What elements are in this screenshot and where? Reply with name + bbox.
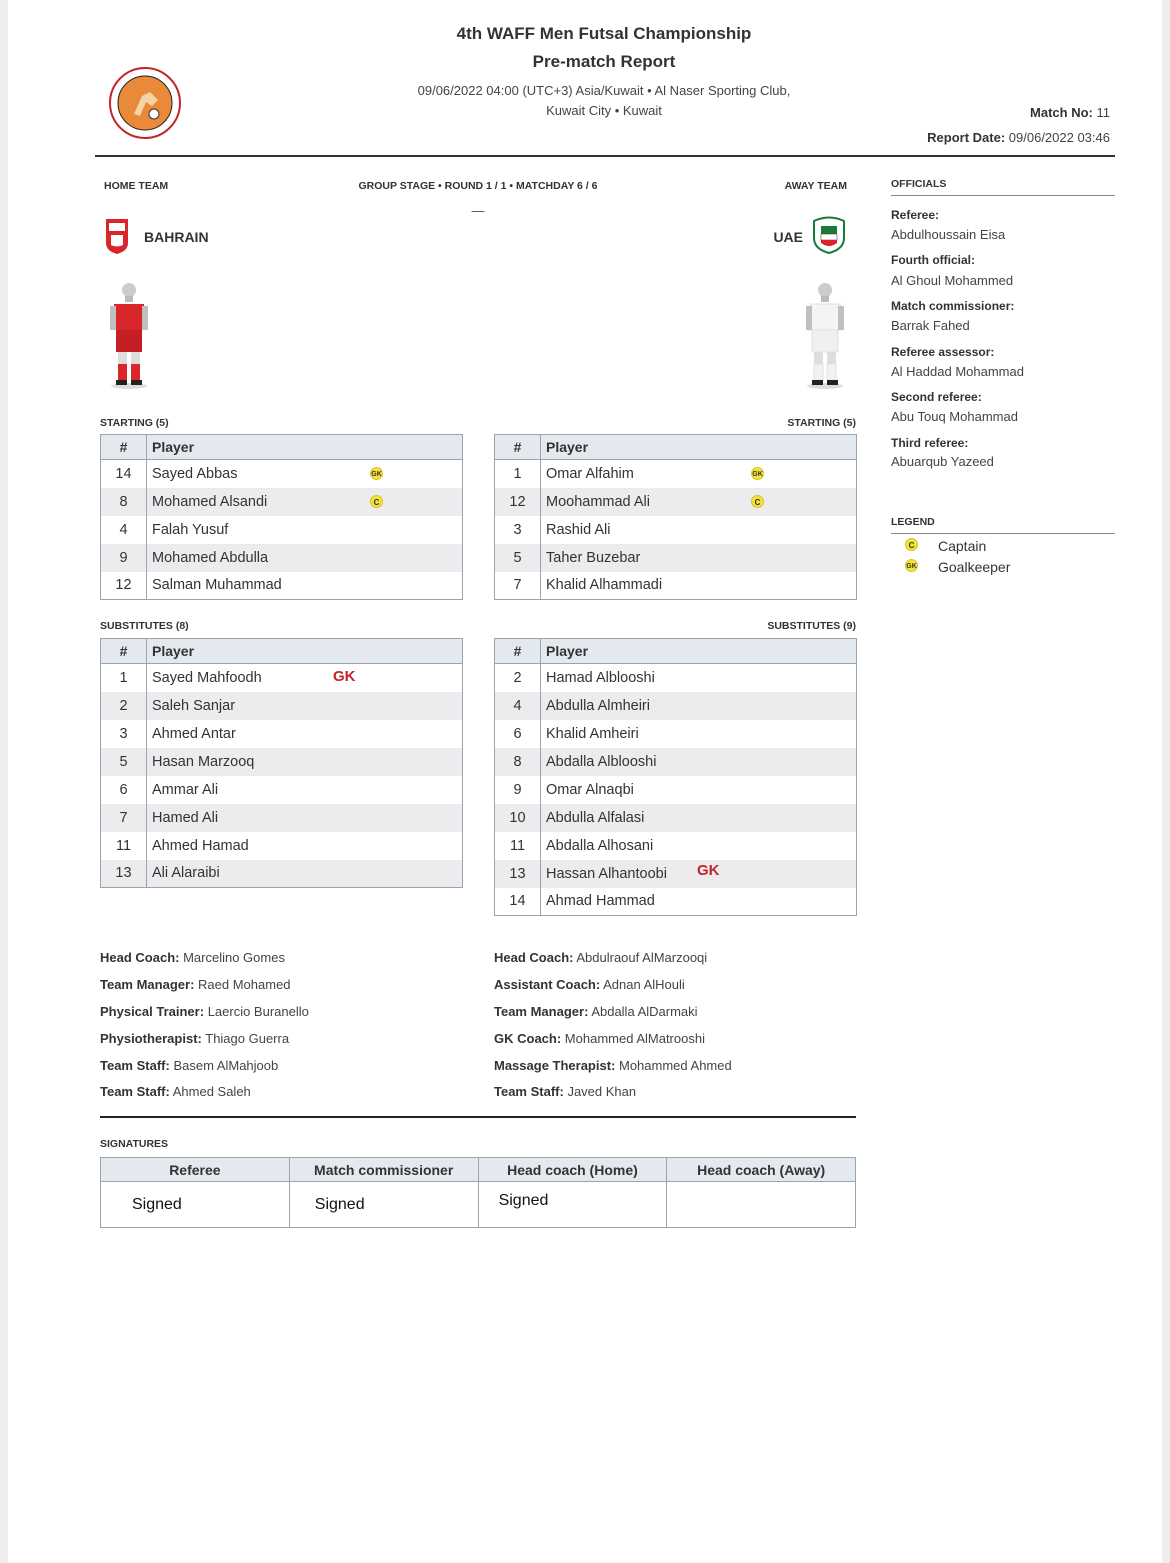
table-row [101, 860, 463, 888]
player-cell [147, 488, 463, 516]
player-name: Ahmad Hammad [541, 888, 857, 916]
player-number: 14 [495, 888, 541, 916]
table-row [101, 544, 463, 572]
player-number: 11 [101, 832, 147, 860]
table-row [101, 572, 463, 600]
table-row [495, 664, 857, 692]
away-subs-table [494, 638, 857, 916]
stage-info: GROUP STAGE • ROUND 1 / 1 • MATCHDAY 6 / 6 [358, 180, 598, 192]
table-row [101, 776, 463, 804]
away-starting-table [494, 434, 857, 600]
away-staff-entry: GK Coach: Mohammed AlMatrooshi [494, 1031, 705, 1046]
table-row [101, 804, 463, 832]
home-staff-entry: Team Staff: Basem AlMahjoob [100, 1058, 279, 1073]
home-team-label: HOME TEAM [104, 180, 169, 192]
match-location: Kuwait City • Kuwait [546, 103, 662, 118]
player-cell [541, 860, 857, 888]
championship-logo [104, 66, 186, 140]
player-name: Hasan Marzooq [147, 748, 463, 776]
sig-col-referee: Referee [101, 1158, 290, 1182]
player-name: Khalid Amheiri [541, 720, 857, 748]
table-row [495, 572, 857, 600]
away-staff-entry: Team Staff: Javed Khan [494, 1084, 637, 1099]
gk-handwritten-mark: GK [333, 668, 356, 685]
home-staff-entry: Physical Trainer: Laercio Buranello [100, 1004, 309, 1019]
home-team-name: BAHRAIN [144, 229, 209, 245]
table-row [101, 1182, 856, 1228]
captain-badge-icon: C [751, 495, 764, 508]
home-staff-entry: Physiotherapist: Thiago Guerra [100, 1031, 290, 1046]
signatures-table [100, 1157, 856, 1228]
home-starting-table [100, 434, 463, 600]
table-row [495, 748, 857, 776]
player-number: 10 [495, 804, 541, 832]
table-row [495, 544, 857, 572]
player-name: Hamed Ali [147, 804, 463, 832]
player-number: 2 [495, 664, 541, 692]
official-label: Second referee: [891, 390, 982, 404]
col-player: Player [541, 639, 857, 664]
official-label: Referee: [891, 208, 940, 222]
col-number: # [101, 639, 147, 664]
player-number: 1 [495, 460, 541, 488]
officials-divider [891, 195, 1115, 196]
match-number: Match No: 11 [1030, 105, 1110, 120]
captain-badge-icon: C [370, 495, 383, 508]
official-name: Abuarqub Yazeed [891, 454, 994, 469]
col-number: # [495, 639, 541, 664]
table-header-row [101, 1158, 856, 1182]
table-row [495, 888, 857, 916]
player-name: Moohammad Ali [546, 493, 650, 510]
home-staff-entry: Team Staff: Ahmed Saleh [100, 1084, 251, 1099]
official-name: Barrak Fahed [891, 318, 970, 333]
player-name: Salman Muhammad [147, 572, 463, 600]
table-header-row [495, 639, 857, 664]
player-number: 4 [101, 516, 147, 544]
commissioner-signature: Signed [289, 1182, 478, 1228]
player-name: Rashid Ali [541, 516, 857, 544]
sig-col-commissioner: Match commissioner [289, 1158, 478, 1182]
away-staff-entry: Head Coach: Abdulraouf AlMarzooqi [494, 950, 708, 965]
home-staff-entry: Team Manager: Raed Mohamed [100, 977, 291, 992]
away-staff-entry: Team Manager: Abdalla AlDarmaki [494, 1004, 698, 1019]
player-name: Abdalla Alblooshi [541, 748, 857, 776]
player-number: 13 [495, 860, 541, 888]
table-row [495, 804, 857, 832]
player-number: 11 [495, 832, 541, 860]
player-name: Saleh Sanjar [147, 692, 463, 720]
official-label: Third referee: [891, 436, 969, 450]
bahrain-crest-icon [104, 217, 130, 255]
player-number: 5 [495, 544, 541, 572]
player-name: Omar Alfahim [546, 465, 634, 482]
official-label: Match commissioner: [891, 299, 1015, 313]
player-number: 6 [101, 776, 147, 804]
officials-heading: OFFICIALS [891, 178, 947, 190]
table-row [495, 832, 857, 860]
player-name: Abdulla Almheiri [541, 692, 857, 720]
away-starting-label: STARTING (5) [787, 417, 856, 429]
player-cell [147, 460, 463, 488]
player-number: 1 [101, 664, 147, 692]
sig-col-home-coach: Head coach (Home) [478, 1158, 667, 1182]
goalkeeper-badge-icon: GK [751, 467, 764, 480]
col-number: # [101, 435, 147, 460]
player-name: Omar Alnaqbi [541, 776, 857, 804]
goalkeeper-badge-icon: GK [905, 559, 918, 572]
player-name: Ammar Ali [147, 776, 463, 804]
away-team-name: UAE [773, 229, 803, 245]
player-name: Sayed Mahfoodh [152, 669, 262, 686]
away-kit-figure [800, 280, 850, 390]
player-number: 12 [495, 488, 541, 516]
signatures-divider [100, 1116, 856, 1118]
player-number: 2 [101, 692, 147, 720]
table-row [495, 860, 857, 888]
referee-signature: Signed [101, 1182, 290, 1228]
player-name: Hassan Alhantoobi [546, 865, 667, 882]
home-kit-figure [104, 280, 154, 390]
table-header-row [101, 639, 463, 664]
legend-goalkeeper: Goalkeeper [938, 559, 1011, 575]
away-staff-entry: Massage Therapist: Mohammed Ahmed [494, 1058, 732, 1073]
uae-crest-icon [811, 216, 847, 254]
player-name: Ahmed Hamad [147, 832, 463, 860]
player-name: Ahmed Antar [147, 720, 463, 748]
player-number: 3 [101, 720, 147, 748]
player-name: Taher Buzebar [541, 544, 857, 572]
player-number: 4 [495, 692, 541, 720]
table-row [101, 516, 463, 544]
player-name: Falah Yusuf [147, 516, 463, 544]
table-row [495, 488, 857, 516]
report-title: 4th WAFF Men Futsal Championship [456, 24, 752, 43]
official-name: Al Ghoul Mohammed [891, 273, 1014, 288]
player-number: 9 [495, 776, 541, 804]
table-row [101, 460, 463, 488]
player-cell [541, 488, 857, 516]
official-label: Referee assessor: [891, 345, 995, 359]
player-number: 8 [101, 488, 147, 516]
player-number: 9 [101, 544, 147, 572]
player-number: 12 [101, 572, 147, 600]
home-staff-entry: Head Coach: Marcelino Gomes [100, 950, 285, 965]
report-date: Report Date: 09/06/2022 03:46 [927, 130, 1110, 145]
captain-badge-icon: C [905, 538, 918, 551]
table-header-row [101, 435, 463, 460]
official-label: Fourth official: [891, 253, 975, 267]
match-datetime-venue: 09/06/2022 04:00 (UTC+3) Asia/Kuwait • Al Naser Sporting Club, [417, 83, 791, 98]
table-row [101, 720, 463, 748]
legend-captain: Captain [938, 538, 987, 554]
player-number: 7 [495, 572, 541, 600]
table-row [101, 664, 463, 692]
away-subs-label: SUBSTITUTES (9) [767, 620, 856, 632]
player-cell [147, 664, 463, 692]
home-subs-label: SUBSTITUTES (8) [100, 620, 189, 632]
player-name: Ali Alaraibi [147, 860, 463, 888]
official-name: Abu Touq Mohammad [891, 409, 1018, 424]
header-divider [95, 155, 1115, 157]
table-row [101, 832, 463, 860]
player-name: Hamad Alblooshi [541, 664, 857, 692]
player-number: 14 [101, 460, 147, 488]
home-starting-label: STARTING (5) [100, 417, 169, 429]
away-team-label: AWAY TEAM [784, 180, 847, 192]
home-subs-table [100, 638, 463, 888]
player-number: 3 [495, 516, 541, 544]
official-name: Al Haddad Mohammad [891, 364, 1024, 379]
report-subtitle: Pre-match Report [532, 52, 676, 71]
gk-handwritten-mark: GK [697, 861, 720, 879]
table-row [495, 516, 857, 544]
signatures-heading: SIGNATURES [100, 1138, 169, 1150]
away-staff-entry: Assistant Coach: Adnan AlHouli [494, 977, 685, 992]
table-row [495, 460, 857, 488]
home-coach-signature: Signed [478, 1182, 667, 1228]
player-cell [541, 460, 857, 488]
col-number: # [495, 435, 541, 460]
legend-heading: LEGEND [891, 516, 935, 528]
player-number: 7 [101, 804, 147, 832]
player-name: Abdalla Alhosani [541, 832, 857, 860]
sig-col-away-coach: Head coach (Away) [667, 1158, 856, 1182]
col-player: Player [147, 639, 463, 664]
legend-divider [891, 533, 1115, 534]
player-name: Khalid Alhammadi [541, 572, 857, 600]
goalkeeper-badge-icon: GK [370, 467, 383, 480]
player-number: 6 [495, 720, 541, 748]
table-row [495, 776, 857, 804]
score-placeholder: — [471, 203, 485, 218]
col-player: Player [147, 435, 463, 460]
table-header-row [495, 435, 857, 460]
player-name: Mohamed Abdulla [147, 544, 463, 572]
player-name: Abdulla Alfalasi [541, 804, 857, 832]
official-name: Abdulhoussain Eisa [891, 227, 1006, 242]
player-name: Mohamed Alsandi [152, 493, 268, 510]
table-row [101, 692, 463, 720]
player-number: 8 [495, 748, 541, 776]
report-page [8, 0, 1162, 1563]
player-number: 5 [101, 748, 147, 776]
table-row [101, 748, 463, 776]
col-player: Player [541, 435, 857, 460]
player-name: Sayed Abbas [152, 465, 238, 482]
table-row [495, 720, 857, 748]
table-row [495, 692, 857, 720]
away-coach-signature [667, 1182, 856, 1228]
table-row [101, 488, 463, 516]
player-number: 13 [101, 860, 147, 888]
